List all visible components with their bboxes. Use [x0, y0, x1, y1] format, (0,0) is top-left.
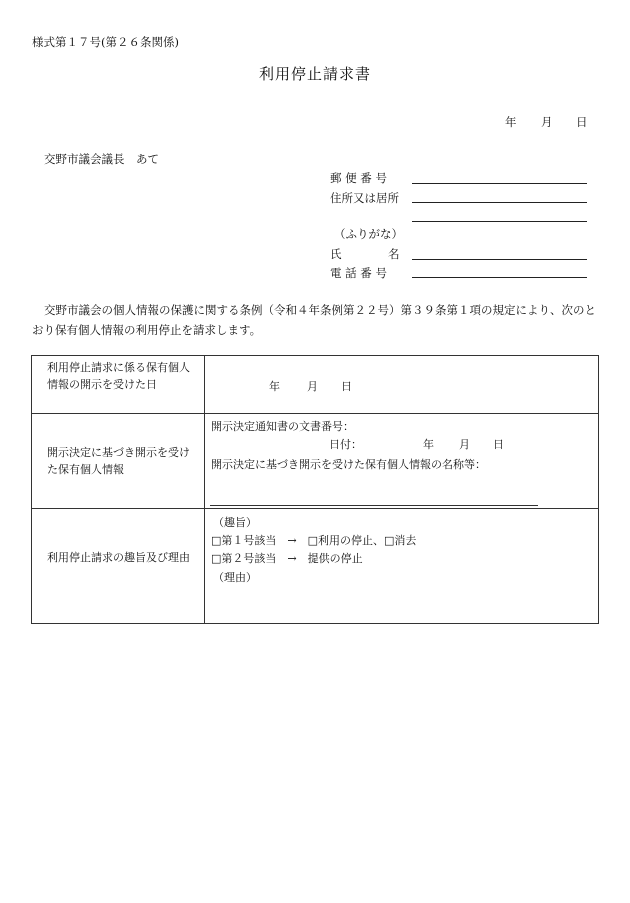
purpose-option-1[interactable]: □第１号該当 → □利用の停止、□消去 — [211, 534, 417, 547]
disclosed-info-label-cell — [32, 414, 205, 509]
postal-code-field[interactable] — [412, 183, 587, 184]
decision-date-label: 日付： — [329, 438, 362, 451]
phone-field[interactable] — [412, 277, 587, 278]
date-year-label: 年 — [505, 115, 517, 129]
doc-number-label: 開示決定通知書の文書番号： — [211, 420, 354, 433]
address-field-line-1[interactable] — [412, 202, 587, 203]
address-label: 住所又は居所 — [330, 191, 399, 205]
disclosure-day-label: 日 — [341, 380, 352, 393]
phone-label: 電 話 番 号 — [330, 266, 387, 280]
document-title: 利用停止請求書 — [258, 65, 371, 83]
disclosure-date-input-cell[interactable] — [205, 356, 599, 414]
reason-heading: （理由） — [213, 571, 257, 584]
name-field[interactable] — [412, 259, 587, 260]
disclosure-date-label-cell — [32, 356, 205, 414]
decision-day-label: 日 — [493, 438, 504, 451]
purpose-reason-label: 利用停止請求の趣旨及び理由 — [47, 551, 190, 564]
postal-code-label: 郵 便 番 号 — [330, 171, 387, 185]
form-number: 様式第１７号(第２６条関係) — [32, 35, 179, 49]
disclosure-month-label: 月 — [307, 380, 318, 393]
table-row-disclosed-info — [32, 414, 599, 509]
date-month-label: 月 — [541, 115, 553, 129]
info-name-underline — [210, 505, 538, 506]
disclosed-info-input-cell[interactable] — [205, 414, 599, 509]
disclosure-year-label: 年 — [269, 380, 280, 393]
furigana-label: （ふりがな） — [334, 227, 403, 241]
name-label-first-char: 氏 — [330, 247, 342, 261]
request-statement — [32, 300, 602, 340]
request-statement-line-1: 交野市議会の個人情報の保護に関する条例（令和４年条例第２２号）第３９条第１項の規定により、次のと — [44, 303, 596, 317]
purpose-reason-label-cell — [32, 509, 205, 624]
purpose-reason-input-cell[interactable] — [205, 509, 599, 624]
disclosed-info-label: 開示決定に基づき開示を受けた保有個人情報 — [47, 446, 190, 476]
purpose-option-2[interactable]: □第２号該当 → 提供の停止 — [211, 552, 363, 565]
request-statement-line-2: おり保有個人情報の利用停止を請求します。 — [32, 323, 262, 337]
address-field-line-2[interactable] — [412, 221, 587, 222]
table-row-disclosure-date — [32, 356, 599, 414]
name-label-second-char: 名 — [388, 247, 400, 261]
decision-year-label: 年 — [423, 438, 434, 451]
table-row-purpose-reason — [32, 509, 599, 624]
purpose-heading: （趣旨） — [213, 516, 257, 529]
disclosure-date-label: 利用停止請求に係る保有個人情報の開示を受けた日 — [47, 361, 190, 391]
info-name-label: 開示決定に基づき開示を受けた保有個人情報の名称等： — [211, 458, 486, 471]
request-table — [31, 355, 599, 624]
date-day-label: 日 — [576, 115, 588, 129]
decision-month-label: 月 — [459, 438, 470, 451]
addressee: 交野市議会議長 あて — [44, 152, 159, 166]
